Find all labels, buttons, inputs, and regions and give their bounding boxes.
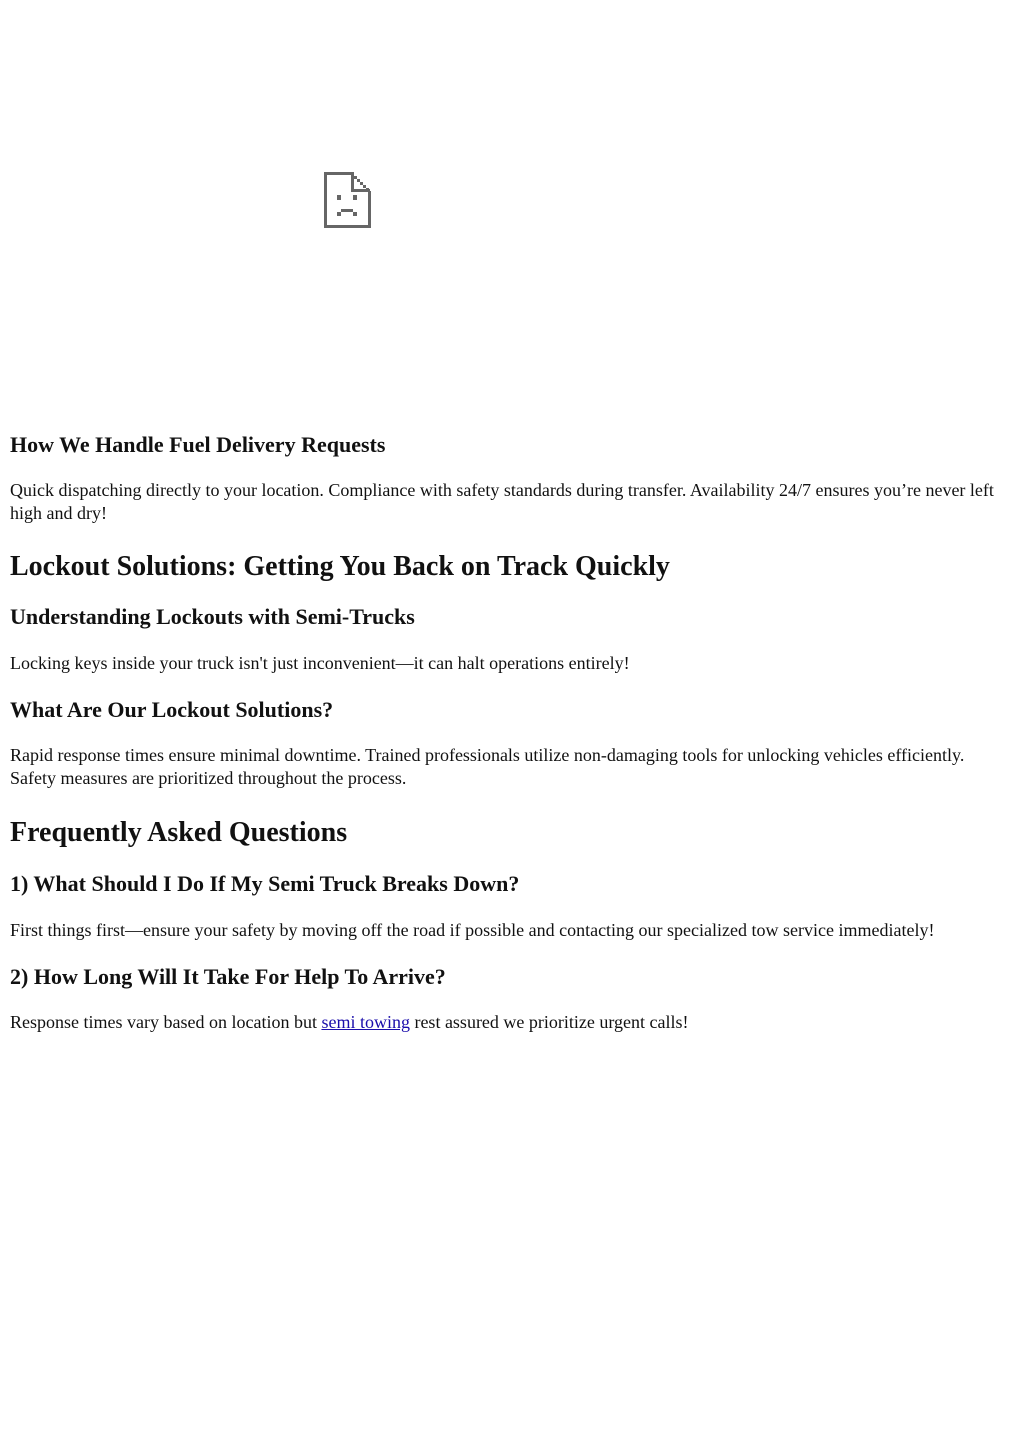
faq-answer-1: First things first—ensure your safety by moving off the road if possible and contacting our specialized tow service immediately!: [10, 920, 935, 940]
lockout-solutions-heading: What Are Our Lockout Solutions?: [10, 697, 334, 722]
lockout-solutions-text: Rapid response times ensure minimal downtime. Trained professionals utilize non-damaging tools for unlocking vehicles efficiently. Safety measures are prioritized throughout the process.: [10, 745, 965, 788]
faq-question-1: 1) What Should I Do If My Semi Truck Breaks Down?: [10, 871, 520, 896]
fuel-delivery-text: Quick dispatching directly to your location. Compliance with safety standards during transfer. Availability 24/7 ensures you’re never left high and dry!: [10, 480, 994, 523]
article-content: [10, 430, 1014, 1034]
understanding-lockouts-text: Locking keys inside your truck isn't just inconvenient—it can halt operations entirely!: [10, 653, 630, 673]
understanding-lockouts-heading: Understanding Lockouts with Semi-Trucks: [10, 604, 415, 629]
fuel-delivery-heading: How We Handle Fuel Delivery Requests: [10, 432, 386, 457]
faq-title: Frequently Asked Questions: [10, 817, 348, 848]
lockout-solutions-title: Lockout Solutions: Getting You Back on Track Quickly: [10, 551, 670, 582]
broken-image-icon: [323, 171, 373, 231]
faq-answer-2: [10, 1011, 1014, 1034]
faq-answer-2-prefix: Response times vary based on location but: [10, 1012, 322, 1032]
faq-question-2: 2) How Long Will It Take For Help To Arrive?: [10, 964, 446, 989]
faq-answer-2-suffix: rest assured we prioritize urgent calls!: [409, 1012, 689, 1032]
semi-towing-link[interactable]: semi towing: [321, 1012, 410, 1032]
